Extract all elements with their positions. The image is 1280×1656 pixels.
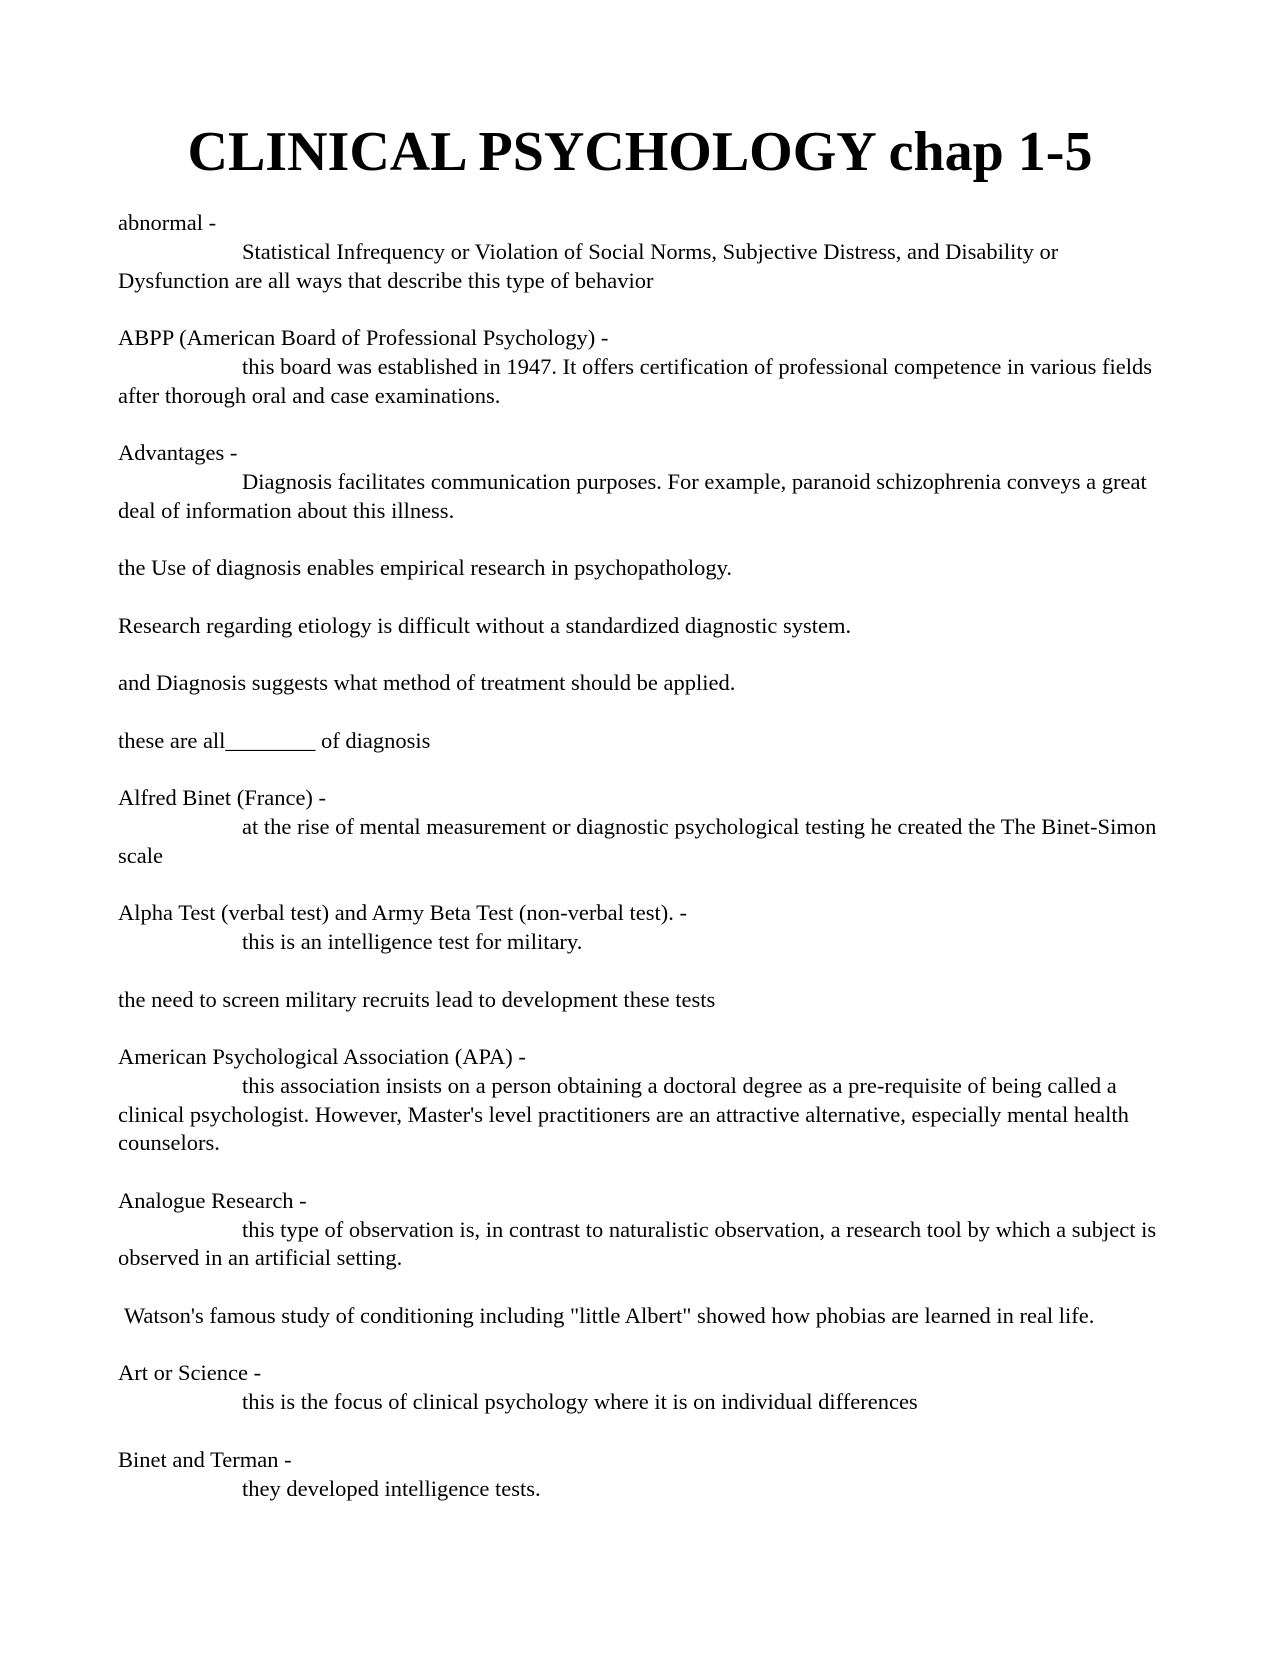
entry-abnormal [118, 209, 1162, 295]
entry-extra-paragraph: and Diagnosis suggests what method of treatment should be applied. [118, 670, 736, 696]
entry-art-or-science [118, 1359, 1162, 1417]
entry-term: Alpha Test (verbal test) and Army Beta Test (non-verbal test). - [118, 900, 687, 926]
entry-alpha-test [118, 899, 1162, 957]
entry-definition: this type of observation is, in contrast to naturalistic observation, a research tool by which a subject is observed in an artificial setting. [118, 1216, 1157, 1271]
entry-term: American Psychological Association (APA) - [118, 1044, 526, 1070]
entry-definition: this is an intelligence test for military. [242, 929, 583, 955]
entry-definition: they developed intelligence tests. [242, 1475, 541, 1501]
entry-term: abnormal - [118, 210, 217, 235]
entry-definition: this board was established in 1947. It offers certification of professional competence in various fields after thorough oral and case examinations. [118, 353, 1152, 408]
entry-term: Art or Science - [118, 1360, 262, 1386]
entry-term: Advantages - [118, 440, 238, 466]
entry-binet-terman [118, 1446, 1162, 1504]
entry-apa [118, 1043, 1162, 1158]
entry-term: ABPP (American Board of Professional Psychology) - [118, 325, 609, 351]
entry-term: Binet and Terman - [118, 1446, 292, 1472]
document-title: CLINICAL PSYCHOLOGY chap 1-5 [187, 121, 1093, 183]
entry-term: Alfred Binet (France) - [118, 785, 327, 811]
document-body [118, 209, 1162, 1532]
entry-extra-paragraph: Watson's famous study of conditioning including "little Albert" showed how phobias are learned in real life. [124, 1302, 1095, 1328]
entry-extra-paragraph: the Use of diagnosis enables empirical research in psychopathology. [118, 555, 732, 581]
entry-definition: this association insists on a person obtaining a doctoral degree as a pre-requisite of being called a clinical psychologist. However, Master's level practitioners are an attractive alternative, especially mental health counselors. [118, 1072, 1129, 1156]
entry-extra-paragraph: Research regarding etiology is difficult without a standardized diagnostic system. [118, 612, 852, 638]
entry-abpp [118, 324, 1162, 410]
entry-definition: Diagnosis facilitates communication purposes. For example, paranoid schizophrenia conveys a great deal of information about this illness. [118, 468, 1147, 523]
entry-analogue-research [118, 1187, 1162, 1273]
entry-definition: at the rise of mental measurement or diagnostic psychological testing he created the The Binet-Simon scale [118, 813, 1157, 868]
entry-term: Analogue Research - [118, 1187, 307, 1213]
entry-extra-paragraph: these are all________ of diagnosis [118, 727, 431, 753]
entry-alfred-binet [118, 784, 1162, 870]
entry-advantages [118, 439, 1162, 525]
entry-definition: Statistical Infrequency or Violation of Social Norms, Subjective Distress, and Disability or Dysfunction are all ways that describe this type of behavior [118, 238, 1059, 293]
entry-extra-paragraph: the need to screen military recruits lead to development these tests [118, 986, 716, 1012]
entry-definition: this is the focus of clinical psychology where it is on individual differences [242, 1389, 918, 1415]
